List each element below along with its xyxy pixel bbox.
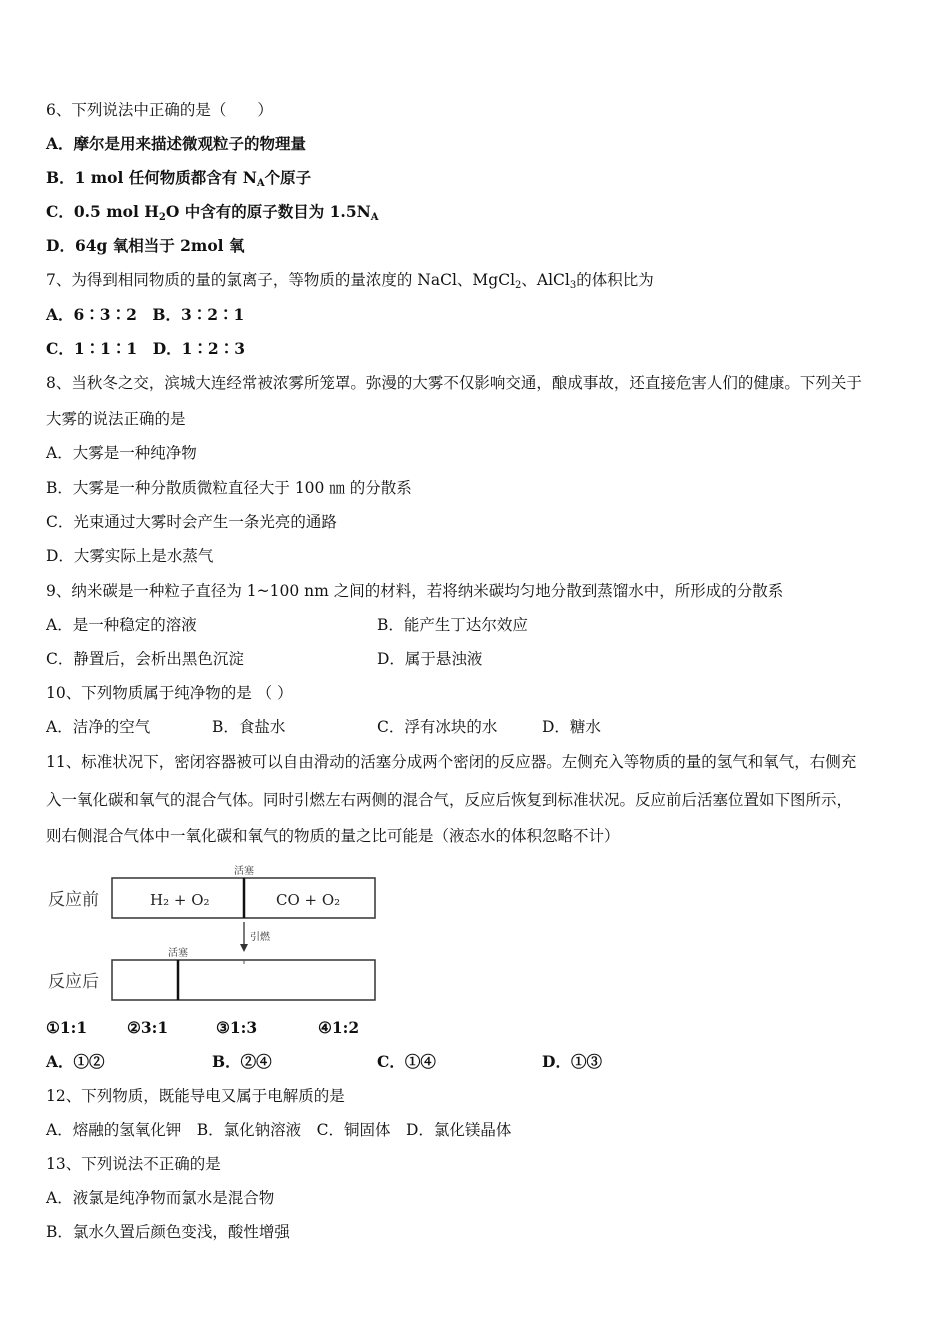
q10-option-a: A．洁净的空气 — [46, 718, 151, 736]
q11-ratio-2: ②3:1 — [127, 1018, 169, 1037]
q12-options: A．熔融的氢氧化钾 B．氯化钠溶液 C．铜固体 D．氯化镁晶体 — [46, 1121, 512, 1139]
q11-option-d: D．①③ — [542, 1052, 602, 1071]
before-piston-label: 活塞 — [234, 866, 254, 877]
q8-option-b: B．大雾是一种分散质微粒直径大于 100 ㎚ 的分散系 — [46, 479, 412, 497]
q11-stem-line2: 入一氧化碳和氧气的混合气体。同时引燃左右两侧的混合气，反应后恢复到标准状况。反应前后活塞位置如下图所示， — [46, 791, 853, 809]
ignite-label: 引燃 — [250, 932, 270, 943]
ignite-arrow-head — [240, 944, 248, 952]
q6-option-a: A．摩尔是用来描述微观粒子的物理量 — [46, 134, 307, 153]
q10-option-c: C．浮有冰块的水 — [377, 718, 498, 736]
q8-stem-line1: 8、当秋冬之交，滨城大连经常被浓雾所笼罩。弥漫的大雾不仅影响交通，酿成事故，还直接危害人们的健康。下列关于 — [46, 374, 862, 392]
q7-stem: 7、为得到相同物质的量的氯离子，等物质的量浓度的 NaCl、MgCl$_2$、AlCl$_3$的体积比为 — [46, 271, 654, 291]
q9-option-c: C．静置后，会析出黑色沉淀 — [46, 650, 244, 668]
q10-stem: 10、下列物质属于纯净物的是 （ ） — [46, 684, 293, 702]
q11-ratio-3: ③1:3 — [216, 1018, 258, 1037]
q12-stem: 12、下列物质，既能导电又属于电解质的是 — [46, 1087, 345, 1105]
q13-stem: 13、下列说法不正确的是 — [46, 1155, 221, 1173]
q9-stem: 9、纳米碳是一种粒子直径为 1~100 nm 之间的材料，若将纳米碳均匀地分散到蒸馏水中，所形成的分散系 — [46, 582, 784, 600]
after-piston-label: 活塞 — [168, 948, 188, 959]
q11-ratio-4: ④1:2 — [318, 1018, 360, 1037]
q7-options-row1: A．6∶3∶2 B．3∶2∶1 — [46, 305, 245, 324]
q9-option-a: A．是一种稳定的溶液 — [46, 616, 197, 634]
q6-option-b: B．1 mol 任何物质都含有 $N_A$个原子 — [46, 168, 312, 189]
q11-ratio-1: ①1:1 — [46, 1018, 88, 1037]
q13-option-a: A．液氯是纯净物而氯水是混合物 — [46, 1189, 275, 1207]
q8-option-c: C．光束通过大雾时会产生一条光亮的通路 — [46, 513, 337, 531]
after-container — [112, 960, 375, 1000]
piston-diagram — [44, 860, 384, 1006]
q13-option-b: B．氯水久置后颜色变浅，酸性增强 — [46, 1223, 290, 1241]
left-gas-label: H₂ + O₂ — [150, 891, 210, 909]
q9-option-d: D．属于悬浊液 — [377, 650, 483, 668]
q10-option-d: D．糖水 — [542, 718, 601, 736]
q6-option-c: C．0.5 mol $H_2O$ 中含有的原子数目为 $1.5N_A$ — [46, 202, 379, 223]
q8-stem-line2: 大雾的说法正确的是 — [46, 410, 186, 428]
q7-options-row2: C．1∶1∶1 D．1∶2∶3 — [46, 339, 245, 358]
q11-stem-line1: 11、标准状况下，密闭容器被可以自由滑动的活塞分成两个密闭的反应器。左侧充入等物质的量的氢气和氧气，右侧充 — [46, 753, 857, 771]
right-gas-label: CO + O₂ — [276, 891, 341, 909]
q8-option-d: D．大雾实际上是水蒸气 — [46, 547, 214, 565]
q10-option-b: B．食盐水 — [212, 718, 286, 736]
q11-option-a: A．①② — [46, 1052, 105, 1071]
q8-option-a: A．大雾是一种纯净物 — [46, 444, 197, 462]
q6-option-d: D．64g 氧相当于 2mol 氧 — [46, 236, 245, 255]
q11-stem-line3: 则右侧混合气体中一氧化碳和氧气的物质的量之比可能是（液态水的体积忽略不计） — [46, 827, 620, 845]
q11-option-b: B．②④ — [212, 1052, 272, 1071]
q9-option-b: B．能产生丁达尔效应 — [377, 616, 528, 634]
after-label: 反应后 — [48, 972, 99, 992]
q6-stem: 6、下列说法中正确的是（ ） — [46, 101, 273, 119]
before-label: 反应前 — [48, 890, 99, 910]
q11-option-c: C．①④ — [377, 1052, 436, 1071]
